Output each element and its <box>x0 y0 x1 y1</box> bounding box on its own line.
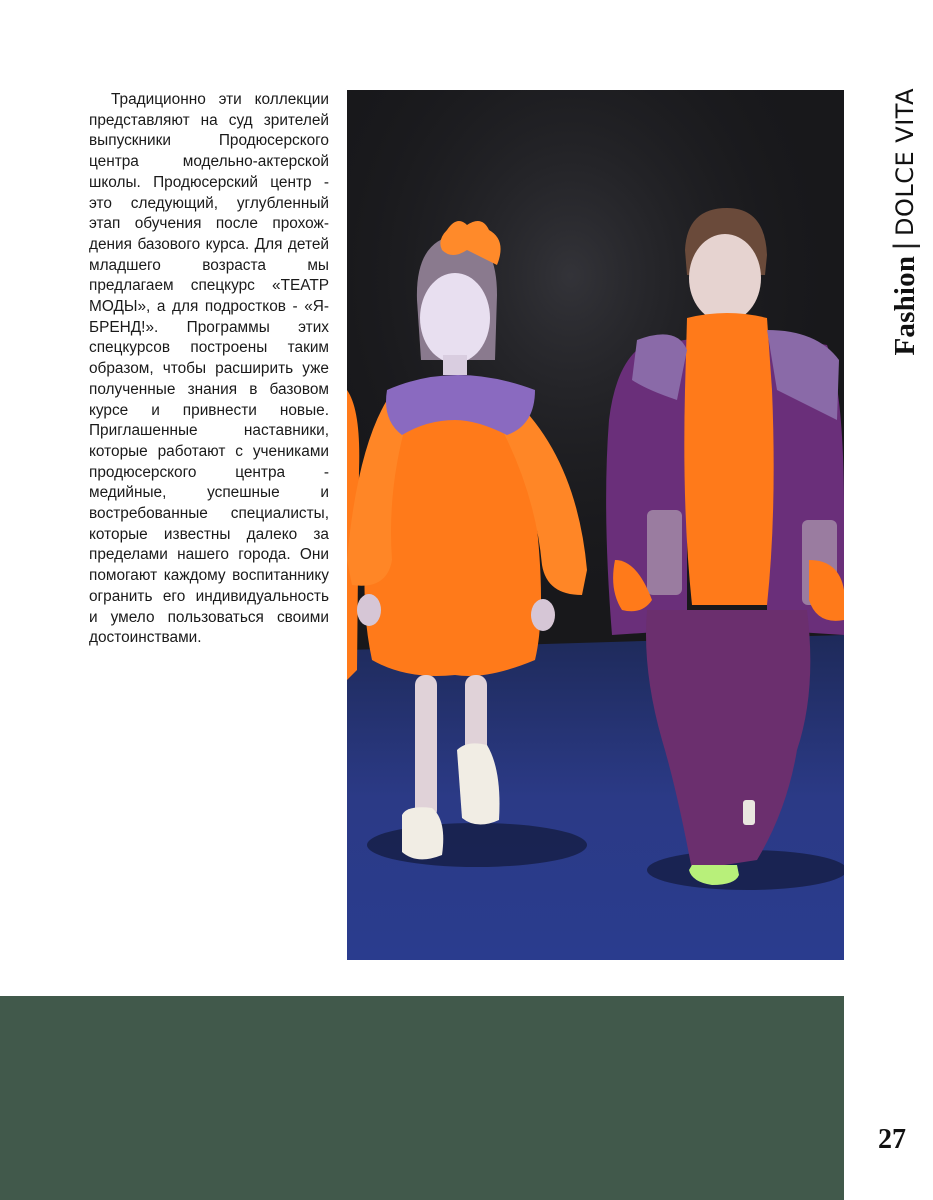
section-header <box>889 88 921 388</box>
footer-color-band <box>0 996 844 1200</box>
runway-photo <box>347 90 844 960</box>
page-number: 27 <box>878 1124 906 1155</box>
header-separator: | <box>888 242 921 250</box>
magazine-name: DOLCE VITA <box>891 88 919 237</box>
article-paragraph: Традиционно эти коллекции представляют на суд зрителей выпускники Продюсерского центра модельно-актерской школы. Продюсерский центр - это следующий, углубленный этап обучения после прохождения базового курса. Для детей младшего возраста мы предлагаем спецкурс «ТЕАТР МОДЫ», а для подростков - «Я-БРЕНД!». Программы этих спецкурсов построены таким образом, чтобы расширить уже полученные знания в базовом курсе и привнести новые. Приглашенные наставники, которые работают с учениками продюсерского центра - медийные, успешные и востребованные специалисты, которые известны далеко за пределами нашего города. Они помогают каждому воспитаннику огранить его индивидуальность и умело пользоваться своими достоинствами. <box>89 91 329 647</box>
rubric-label: Fashion <box>888 255 921 356</box>
runway-photo-illustration <box>347 90 844 960</box>
